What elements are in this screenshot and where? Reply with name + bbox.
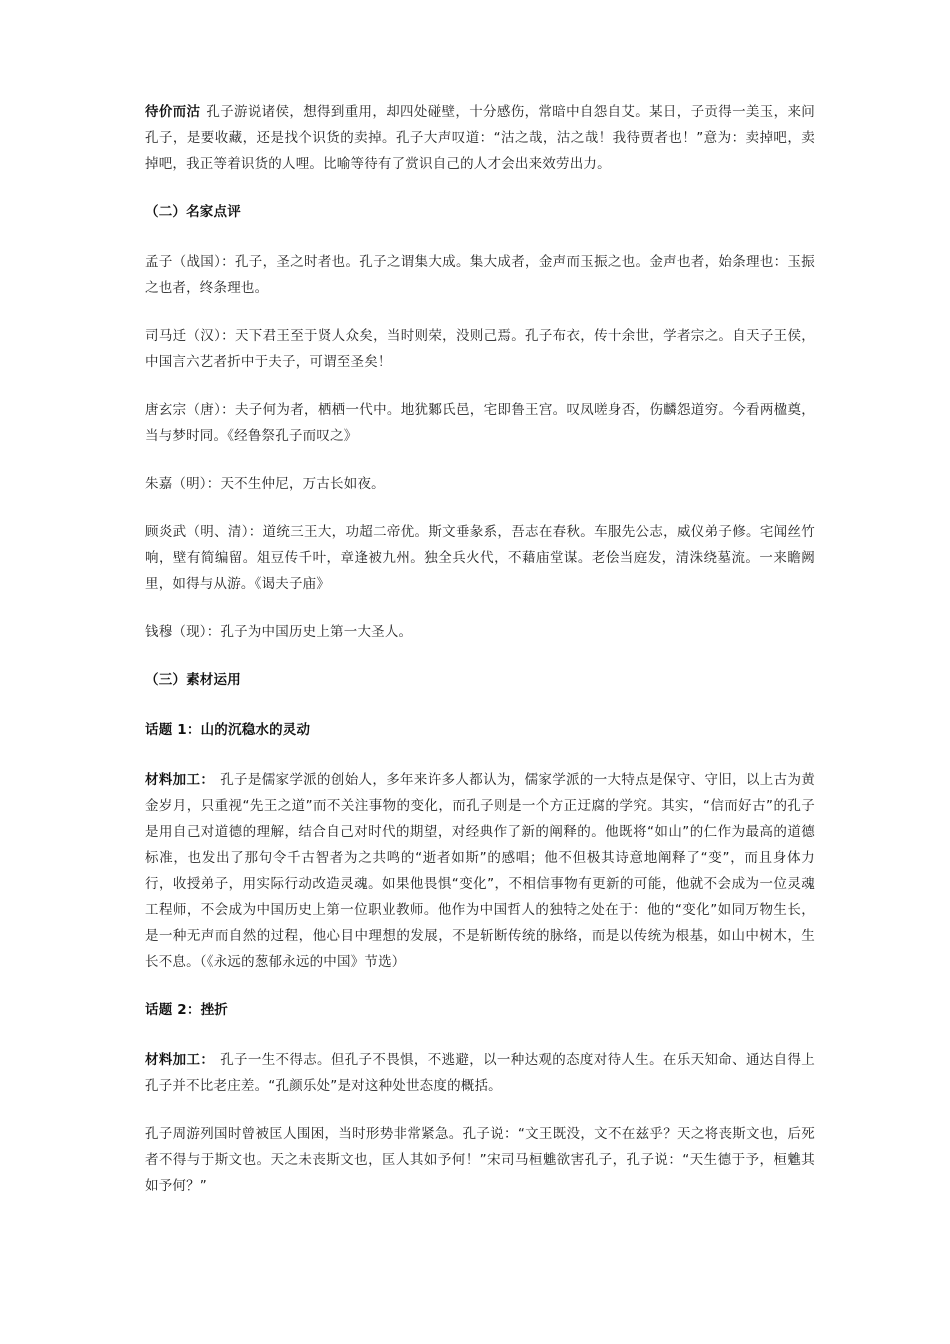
topic-heading-2: 话题 2：挫折 xyxy=(145,1002,228,1018)
paragraph-tangxuanzong-comment: 唐玄宗（唐）：夫子何为者，栖栖一代中。地犹鄹氏邑，宅即鲁王宫。叹凤嗟身否，伤麟怨道穷。今看两楹奠，当与梦时同。《经鲁祭孔子而叹之》 xyxy=(145,402,815,444)
section-heading-mingjia-dianping: （二）名家点评 xyxy=(145,204,241,220)
topic-heading-1: 话题 1：山的沉稳水的灵动 xyxy=(145,722,311,738)
section-heading-sucai-yunyong: （三）素材运用 xyxy=(145,672,241,688)
paragraph-lead-term: 材料加工： xyxy=(145,1052,215,1068)
paragraph-mengzi-comment: 孟子（战国）：孔子，圣之时者也。孔子之谓集大成。集大成者，金声而玉振之也。金声也者，始条理也：玉振之也者，终条理也。 xyxy=(145,254,815,296)
paragraph-zhujia-comment: 朱嘉（明）：天不生仲尼，万古长如夜。 xyxy=(145,476,385,492)
paragraph-material-2 xyxy=(145,1047,815,1099)
document-body xyxy=(145,99,815,1221)
paragraph-qianmu-comment: 钱穆（现）：孔子为中国历史上第一大圣人。 xyxy=(145,624,413,640)
paragraph-lead-term: 材料加工： xyxy=(145,772,215,788)
paragraph-simaqian-comment: 司马迁（汉）：天下君王至于贤人众矣，当时则荣，没则己焉。孔子布衣，传十余世，学者宗之。自天子王侯，中国言六艺者折中于夫子，可谓至圣矣！ xyxy=(145,328,815,370)
paragraph-text: 孔子是儒家学派的创始人，多年来许多人都认为，儒家学派的一大特点是保守、守旧，以上古为黄金岁月，只重视“先王之道”而不关注事物的变化，而孔子则是一个方正迂腐的学究。其实，“信而好古”的孔子是用自己对道德的理解，结合自己对时代的期望，对经典作了新的阐释的。他既将“如山”的仁作为最高的道德标准，也发出了那句令千古智者为之共鸣的“逝者如斯”的感唱；他不但极其诗意地阐释了“变”，而且身体力行，收授弟子，用实际行动改造灵魂。如果他畏惧“变化”，不相信事物有更新的可能，他就不会成为一位灵魂工程师，不会成为中国历史上第一位职业教师。他作为中国哲人的独特之处在于：他的“变化”如同万物生长，是一种无声而自然的过程，他心目中理想的发展，不是斩断传统的脉络，而是以传统为根基，如山中树木，生长不息。（《永远的葱郁永远的中国》节选） xyxy=(145,772,815,970)
paragraph-material-1 xyxy=(145,767,815,975)
paragraph-daijia-ergu xyxy=(145,99,815,177)
paragraph-text: 孔子游说诸侯，想得到重用，却四处碰壁，十分感伤，常暗中自怨自艾。某日，子贡得一美玉，来问孔子，是要收藏，还是找个识货的卖掉。孔子大声叹道：“沽之哉，沽之哉！我待贾者也！”意为：卖掉吧，卖掉吧，我正等着识货的人哩。比喻等待有了赏识自己的人才会出来效劳出力。 xyxy=(145,104,815,172)
paragraph-lead-term: 待价而沽 xyxy=(145,104,201,120)
paragraph-guyanwu-comment: 顾炎武（明、清）：道统三王大，功超二帝优。斯文垂彖系，吾志在春秋。车服先公志，威仪弟子修。宅闻丝竹响，壁有简编留。俎豆传千叶，章逢被九州。独全兵火代，不藉庙堂谋。老侩当庭发，清洙绕墓流。一来瞻阙里，如得与从游。《谒夫子庙》 xyxy=(145,524,815,592)
paragraph-kuang-siege: 孔子周游列国时曾被匡人围困，当时形势非常紧急。孔子说：“文王既没，文不在兹乎？天之将丧斯文也，后死者不得与于斯文也。天之未丧斯文也，匡人其如予何！”宋司马桓魋欲害孔子，孔子说：“天生德于予，桓魋其如予何？” xyxy=(145,1126,815,1194)
paragraph-text: 孔子一生不得志。但孔子不畏惧，不逃避，以一种达观的态度对待人生。在乐天知命、通达自得上孔子并不比老庄差。“孔颜乐处”是对这种处世态度的概括。 xyxy=(145,1052,815,1094)
